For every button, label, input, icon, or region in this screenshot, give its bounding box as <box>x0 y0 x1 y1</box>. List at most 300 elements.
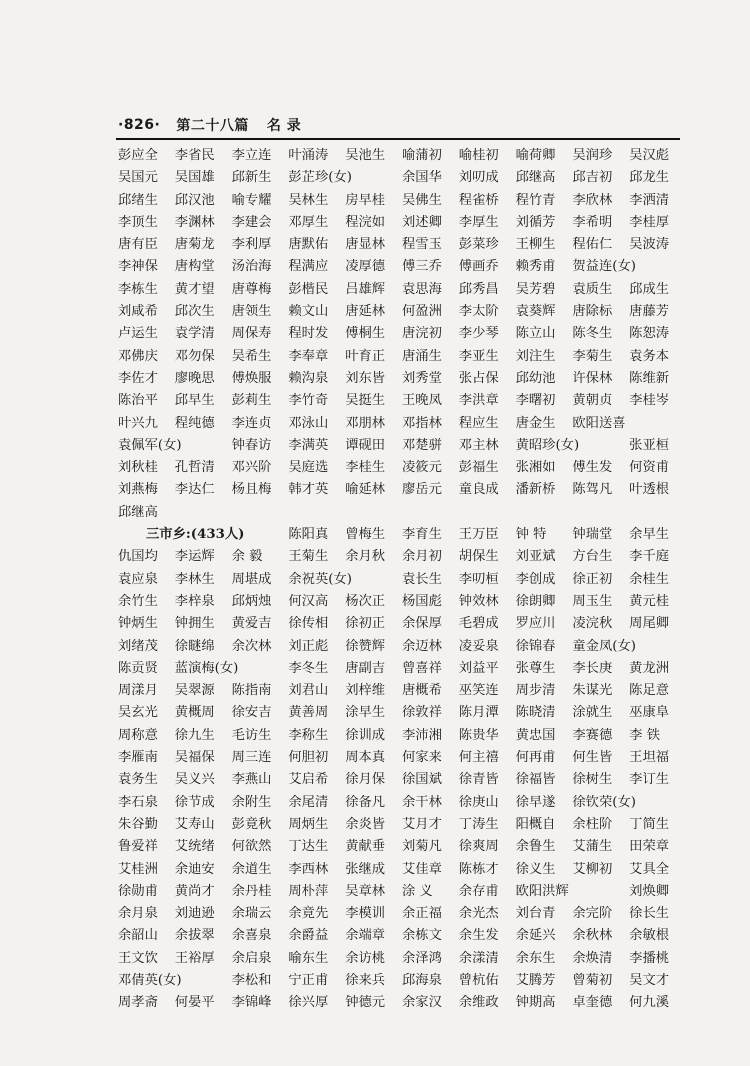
person-name: 刘绪茂 <box>118 638 158 654</box>
person-name: 孔哲清 <box>174 460 215 476</box>
person-name: 王柳生 <box>515 237 556 253</box>
person-name: 黄爱吉 <box>231 616 272 632</box>
person-name: 喻蒲初 <box>401 148 442 163</box>
person-name: 吴庭选 <box>288 460 329 476</box>
name-row <box>118 970 686 992</box>
person-name: 周称意 <box>118 727 158 743</box>
person-name: 余尾清 <box>288 794 329 810</box>
person-name: 徐爽周 <box>458 839 499 855</box>
person-name: 余附生 <box>231 794 272 810</box>
chapter-label: 第二十八篇 <box>176 118 249 134</box>
person-name: 邓指林 <box>401 415 442 431</box>
person-name: 彭芷珍(女) <box>288 170 352 186</box>
person-name: 邱绪生 <box>118 192 158 208</box>
person-name: 程满应 <box>288 259 329 275</box>
person-name: 吴佛生 <box>401 192 442 208</box>
page-header <box>118 114 678 136</box>
name-row <box>118 680 686 702</box>
person-name: 唐领生 <box>231 304 272 320</box>
person-name: 程时发 <box>288 326 329 342</box>
person-name: 邱吉初 <box>572 170 613 186</box>
person-name: 徐锦春 <box>515 638 556 654</box>
person-name: 涂就生 <box>572 705 613 721</box>
person-name: 李冬生 <box>288 660 329 676</box>
person-name: 陈栋才 <box>458 861 499 877</box>
person-name: 刘迪逊 <box>174 906 215 922</box>
person-name: 吴翠源 <box>174 683 215 699</box>
person-name: 唐延林 <box>345 304 386 320</box>
person-name: 程纯德 <box>174 415 215 431</box>
person-name: 李 铁 <box>629 727 660 743</box>
person-name: 余栋文 <box>401 928 442 944</box>
person-name: 傅桐生 <box>345 326 386 342</box>
person-name: 何晏平 <box>174 995 215 1011</box>
person-name: 邱继高 <box>515 170 556 186</box>
person-name: 余爵益 <box>288 928 329 944</box>
person-name: 廖岳元 <box>401 482 442 498</box>
person-name: 邓倩英(女) <box>118 972 182 988</box>
header-rule <box>116 138 680 140</box>
person-name: 彭福生 <box>458 460 499 476</box>
person-name: 吴义兴 <box>174 772 215 788</box>
person-name: 徐初正 <box>345 616 386 632</box>
name-row <box>118 836 686 858</box>
person-name: 陈月潭 <box>458 705 499 721</box>
person-name: 余访桃 <box>345 950 386 966</box>
person-name: 程雀桥 <box>458 192 499 208</box>
person-name: 徐福皆 <box>515 772 556 788</box>
person-name: 袁葵辉 <box>515 304 556 320</box>
person-name: 艾腾芳 <box>515 972 556 988</box>
person-name: 何胆初 <box>288 750 329 766</box>
person-name: 刘亚斌 <box>515 549 556 565</box>
person-name: 丁简生 <box>629 816 670 832</box>
person-name: 李称生 <box>288 727 329 743</box>
person-name: 王晚凤 <box>401 393 442 409</box>
person-name: 李松和 <box>231 972 272 988</box>
person-name: 余月秋 <box>345 549 386 565</box>
person-name: 傅三乔 <box>401 259 442 275</box>
person-name: 陈晓清 <box>515 705 556 721</box>
person-name: 叶育正 <box>345 348 386 364</box>
person-name: 李沛湘 <box>401 727 442 743</box>
person-name: 李石泉 <box>118 794 158 810</box>
person-name: 周孝斋 <box>118 995 158 1011</box>
person-name: 傅画乔 <box>458 259 499 275</box>
person-name: 刘君山 <box>288 683 329 699</box>
person-name: 余保厚 <box>401 616 442 632</box>
person-name: 余喜泉 <box>231 928 272 944</box>
person-name: 李桂岑 <box>629 393 670 409</box>
person-name: 徐瞇绵 <box>174 638 215 654</box>
person-name: 李雁南 <box>118 750 158 766</box>
person-name: 余 毅 <box>231 549 263 565</box>
person-name: 王文饮 <box>118 950 158 966</box>
name-row <box>118 301 686 323</box>
person-name: 余柱阶 <box>572 816 613 832</box>
name-row <box>118 167 686 189</box>
person-name: 廖晚思 <box>174 370 215 386</box>
person-name: 王菊生 <box>288 549 329 565</box>
person-name: 贺益连(女) <box>572 259 636 275</box>
person-name: 张湘如 <box>515 460 556 476</box>
person-name: 钟春访 <box>231 437 272 453</box>
person-name: 徐青皆 <box>458 772 499 788</box>
person-name: 何盈洲 <box>401 304 442 320</box>
person-name: 童金凤(女) <box>572 638 636 654</box>
person-name: 李赛德 <box>572 727 613 743</box>
person-name: 卓奎德 <box>572 995 613 1011</box>
person-name: 邓厚生 <box>288 214 329 230</box>
person-name: 吴国元 <box>118 170 158 186</box>
person-name: 李洒清 <box>629 192 670 208</box>
person-name: 周漾月 <box>118 683 158 699</box>
person-name: 刘叨成 <box>458 170 499 186</box>
person-name: 徐赞辉 <box>345 638 386 654</box>
person-name: 唐默佑 <box>288 237 329 253</box>
person-name: 刘述卿 <box>401 214 442 230</box>
person-name: 余漾清 <box>458 950 499 966</box>
person-name: 徐国斌 <box>401 772 442 788</box>
person-name: 刘台青 <box>515 906 556 922</box>
person-name: 余泽鸿 <box>401 950 442 966</box>
person-name: 邱秀昌 <box>458 281 499 297</box>
person-name: 钟德元 <box>345 995 386 1011</box>
person-name: 巫康阜 <box>629 705 670 721</box>
person-name: 徐安吉 <box>231 705 272 721</box>
person-name: 李厚生 <box>458 214 499 230</box>
person-name: 李亚生 <box>458 348 499 364</box>
person-name: 周保寿 <box>231 326 272 342</box>
person-name: 刘秀堂 <box>401 370 442 386</box>
name-row <box>118 948 686 970</box>
person-name: 徐勋甫 <box>118 883 158 899</box>
person-name: 王裕厚 <box>174 950 215 966</box>
person-name: 余迈林 <box>401 638 442 654</box>
name-row <box>118 524 686 546</box>
person-name: 邓兴阶 <box>231 460 272 476</box>
person-name: 余生发 <box>458 928 499 944</box>
person-name: 余竹生 <box>118 593 158 609</box>
person-name: 袁长生 <box>401 571 442 587</box>
person-name: 喻专耀 <box>231 192 272 208</box>
person-name: 刘秋桂 <box>118 460 158 476</box>
person-name: 钟炳生 <box>118 616 158 632</box>
person-name: 袁质生 <box>572 281 613 297</box>
person-name: 李燕山 <box>231 772 272 788</box>
person-name: 赖秀甫 <box>515 259 556 275</box>
name-row <box>118 256 686 278</box>
person-name: 余鲁生 <box>515 839 556 855</box>
person-name: 邱汉池 <box>174 192 215 208</box>
person-name: 徐早遂 <box>515 794 556 810</box>
person-name: 艾统绪 <box>174 839 215 855</box>
person-name: 张继成 <box>345 861 386 877</box>
person-name: 徐钦荣(女) <box>572 794 636 810</box>
person-name: 余正福 <box>401 906 442 922</box>
person-name: 李佐才 <box>118 370 158 386</box>
person-name: 余东生 <box>515 950 556 966</box>
person-name: 喻桂初 <box>458 148 499 163</box>
person-name: 艾桂洲 <box>118 861 158 877</box>
person-name: 彭竟秋 <box>231 816 272 832</box>
person-name: 吴玄光 <box>118 705 158 721</box>
person-name: 李梓泉 <box>174 593 215 609</box>
name-row <box>118 346 686 368</box>
person-name: 欧阳洪辉 <box>515 883 569 899</box>
person-name: 李栋生 <box>118 281 158 297</box>
person-name: 钟瑞堂 <box>572 527 613 543</box>
person-name: 何生皆 <box>572 750 613 766</box>
person-name: 袁佩军(女) <box>118 437 182 453</box>
name-row <box>118 190 686 212</box>
person-name: 陈恕涛 <box>629 326 670 342</box>
name-row <box>118 546 686 568</box>
person-name: 凌浣秋 <box>572 616 613 632</box>
person-name: 唐有臣 <box>118 237 158 253</box>
person-name: 陈阳真 <box>288 527 329 543</box>
name-row <box>118 390 686 412</box>
person-name: 徐传相 <box>288 616 329 632</box>
person-name: 涂早生 <box>345 705 386 721</box>
person-name: 徐兴厚 <box>288 995 329 1011</box>
person-name: 余月泉 <box>118 906 158 922</box>
person-name: 邓楚骈 <box>401 437 442 453</box>
name-row <box>118 702 686 724</box>
person-name: 唐藤芳 <box>629 304 670 320</box>
name-row <box>118 814 686 836</box>
name-row <box>118 747 686 769</box>
person-name: 艾蒲生 <box>572 839 613 855</box>
person-name: 徐庚山 <box>458 794 499 810</box>
person-name: 黄概周 <box>174 705 215 721</box>
person-name: 赖文山 <box>288 304 329 320</box>
person-name: 余早生 <box>629 527 670 543</box>
person-name: 丁达生 <box>288 839 329 855</box>
person-name: 阳概自 <box>515 816 556 832</box>
person-name: 吕雄辉 <box>345 281 386 297</box>
person-name: 余迪安 <box>174 861 215 877</box>
person-name: 艾寿山 <box>174 816 215 832</box>
person-name: 欧阳送喜 <box>572 415 626 431</box>
person-name: 刘梓维 <box>345 683 386 699</box>
person-name: 涂 义 <box>401 883 433 899</box>
name-row <box>118 613 686 635</box>
person-name: 傅焕服 <box>231 370 272 386</box>
person-name: 叶透根 <box>629 482 670 498</box>
person-name: 彭应全 <box>118 148 158 163</box>
person-name: 毛访生 <box>231 727 272 743</box>
person-name: 李锦峰 <box>231 995 272 1011</box>
person-name: 刘菊凡 <box>401 839 442 855</box>
person-name: 唐金生 <box>515 415 556 431</box>
person-name: 李育生 <box>401 527 442 543</box>
person-name: 喻荷卿 <box>515 148 556 163</box>
person-name: 曾梅生 <box>345 527 386 543</box>
person-name: 许保林 <box>572 370 613 386</box>
person-name: 李竹奇 <box>288 393 329 409</box>
name-row <box>118 368 686 390</box>
person-name: 袁务本 <box>629 348 670 364</box>
person-name: 陈立山 <box>515 326 556 342</box>
person-name: 王坦福 <box>629 750 670 766</box>
person-name: 叶涌涛 <box>288 148 329 163</box>
person-name: 李立连 <box>231 148 272 163</box>
person-name: 余维政 <box>458 995 499 1011</box>
person-name: 刘咸希 <box>118 304 158 320</box>
person-name: 余拔翠 <box>174 928 215 944</box>
person-name: 余存甫 <box>458 883 499 899</box>
person-name: 童良成 <box>458 482 499 498</box>
person-name: 李少琴 <box>458 326 499 342</box>
person-name: 徐训成 <box>345 727 386 743</box>
person-name: 彭莉生 <box>231 393 272 409</box>
person-name: 李希明 <box>572 214 613 230</box>
person-name: 丁涛生 <box>458 816 499 832</box>
person-name: 邱新生 <box>231 170 272 186</box>
person-name: 周堪成 <box>231 571 272 587</box>
person-name: 余月初 <box>401 549 442 565</box>
person-name: 余延兴 <box>515 928 556 944</box>
person-name: 邓朋林 <box>345 415 386 431</box>
person-name: 潘新桥 <box>515 482 556 498</box>
person-name: 李林生 <box>174 571 215 587</box>
person-name: 余家汉 <box>401 995 442 1011</box>
person-name: 李洪章 <box>458 393 499 409</box>
person-name: 徐长生 <box>629 906 670 922</box>
person-name: 邓泳山 <box>288 415 329 431</box>
person-name: 李运辉 <box>174 549 215 565</box>
person-name: 邓主林 <box>458 437 499 453</box>
person-name: 杨且梅 <box>231 482 272 498</box>
name-row <box>118 792 686 814</box>
person-name: 宁正甫 <box>288 972 329 988</box>
person-name: 余瑞云 <box>231 906 272 922</box>
person-name: 胡保生 <box>458 549 499 565</box>
person-name: 周玉生 <box>572 593 613 609</box>
person-name: 陈贡贤 <box>118 660 158 676</box>
person-name: 喻延林 <box>345 482 386 498</box>
person-name: 吴波涛 <box>629 237 670 253</box>
person-name: 张尊生 <box>515 660 556 676</box>
person-name: 吴挺生 <box>345 393 386 409</box>
person-name: 黄善周 <box>288 705 329 721</box>
person-name: 黄尚才 <box>174 883 215 899</box>
person-name: 喻东生 <box>288 950 329 966</box>
person-name: 仇国均 <box>118 549 158 565</box>
person-name: 邱次生 <box>174 304 215 320</box>
person-name: 鲁爱祥 <box>118 839 158 855</box>
person-name: 方台生 <box>572 549 613 565</box>
person-name: 周朴萍 <box>288 883 329 899</box>
person-name: 吴文才 <box>629 972 670 988</box>
person-name: 唐概希 <box>401 683 442 699</box>
person-name: 徐备凡 <box>345 794 386 810</box>
person-name: 艾启希 <box>288 772 329 788</box>
name-row <box>118 881 686 903</box>
person-name: 唐涌生 <box>401 348 442 364</box>
person-name: 李曙初 <box>515 393 556 409</box>
person-name: 陈驾凡 <box>572 482 613 498</box>
person-name: 李建会 <box>231 214 272 230</box>
person-name: 邱炳烛 <box>231 593 272 609</box>
person-name: 袁应泉 <box>118 571 158 587</box>
person-name: 吴希生 <box>231 348 272 364</box>
person-name: 袁学清 <box>174 326 215 342</box>
person-name: 陈指南 <box>231 683 272 699</box>
name-row <box>118 636 686 658</box>
person-name: 谭砚田 <box>345 437 386 453</box>
person-name: 余炎皆 <box>345 816 386 832</box>
person-name: 唐副吉 <box>345 660 386 676</box>
name-row <box>118 234 686 256</box>
person-name: 刘焕卿 <box>629 883 670 899</box>
name-row <box>118 903 686 925</box>
person-name: 钟期高 <box>515 995 556 1011</box>
person-name: 邱早生 <box>174 393 215 409</box>
person-name: 袁务生 <box>118 772 158 788</box>
person-name: 黄忠国 <box>515 727 556 743</box>
person-name: 张亚桓 <box>629 437 670 453</box>
person-name: 程佑仁 <box>572 237 613 253</box>
person-name: 李订生 <box>629 772 670 788</box>
person-name: 吴润珍 <box>572 148 613 163</box>
name-row <box>118 859 686 881</box>
person-name: 李西林 <box>288 861 329 877</box>
person-name: 何欲然 <box>231 839 272 855</box>
person-name: 蓝演梅(女) <box>174 660 239 676</box>
person-name: 艾月才 <box>401 816 442 832</box>
person-name: 李神保 <box>118 259 158 275</box>
person-name: 艾具全 <box>629 861 670 877</box>
person-name: 李播桃 <box>629 950 670 966</box>
person-name: 李省民 <box>174 148 215 163</box>
person-name: 余光杰 <box>458 906 499 922</box>
person-name: 叶兴九 <box>118 415 158 431</box>
person-name: 李长庚 <box>572 660 613 676</box>
name-row <box>118 769 686 791</box>
person-name: 李桂生 <box>345 460 386 476</box>
name-row <box>118 925 686 947</box>
person-name: 黄才望 <box>174 281 215 297</box>
person-name: 徐敦祥 <box>401 705 442 721</box>
person-name: 刘正彪 <box>288 638 329 654</box>
person-name: 余端章 <box>345 928 386 944</box>
person-name: 徐九生 <box>174 727 215 743</box>
person-name: 李利厚 <box>231 237 272 253</box>
person-name: 凌筱元 <box>401 460 442 476</box>
person-name: 何再甫 <box>515 750 556 766</box>
person-name: 余竟先 <box>288 906 329 922</box>
person-name: 巫笑连 <box>458 683 499 699</box>
name-row <box>118 145 686 167</box>
person-name: 余焕清 <box>572 950 613 966</box>
person-name: 余桂生 <box>629 571 670 587</box>
person-name: 陈冬生 <box>572 326 613 342</box>
person-name: 杨次正 <box>345 593 386 609</box>
person-name: 李千庭 <box>629 549 670 565</box>
person-name: 程竹青 <box>515 192 556 208</box>
person-name: 黄元桂 <box>629 593 670 609</box>
person-name: 汤治海 <box>231 259 272 275</box>
person-name: 陈治平 <box>118 393 158 409</box>
person-name: 刘东皆 <box>345 370 386 386</box>
person-name: 黄朝贞 <box>572 393 613 409</box>
person-name: 罗应川 <box>515 616 556 632</box>
person-name: 刘燕梅 <box>118 482 158 498</box>
person-name: 徐朗卿 <box>515 593 556 609</box>
person-name: 何主禧 <box>458 750 499 766</box>
